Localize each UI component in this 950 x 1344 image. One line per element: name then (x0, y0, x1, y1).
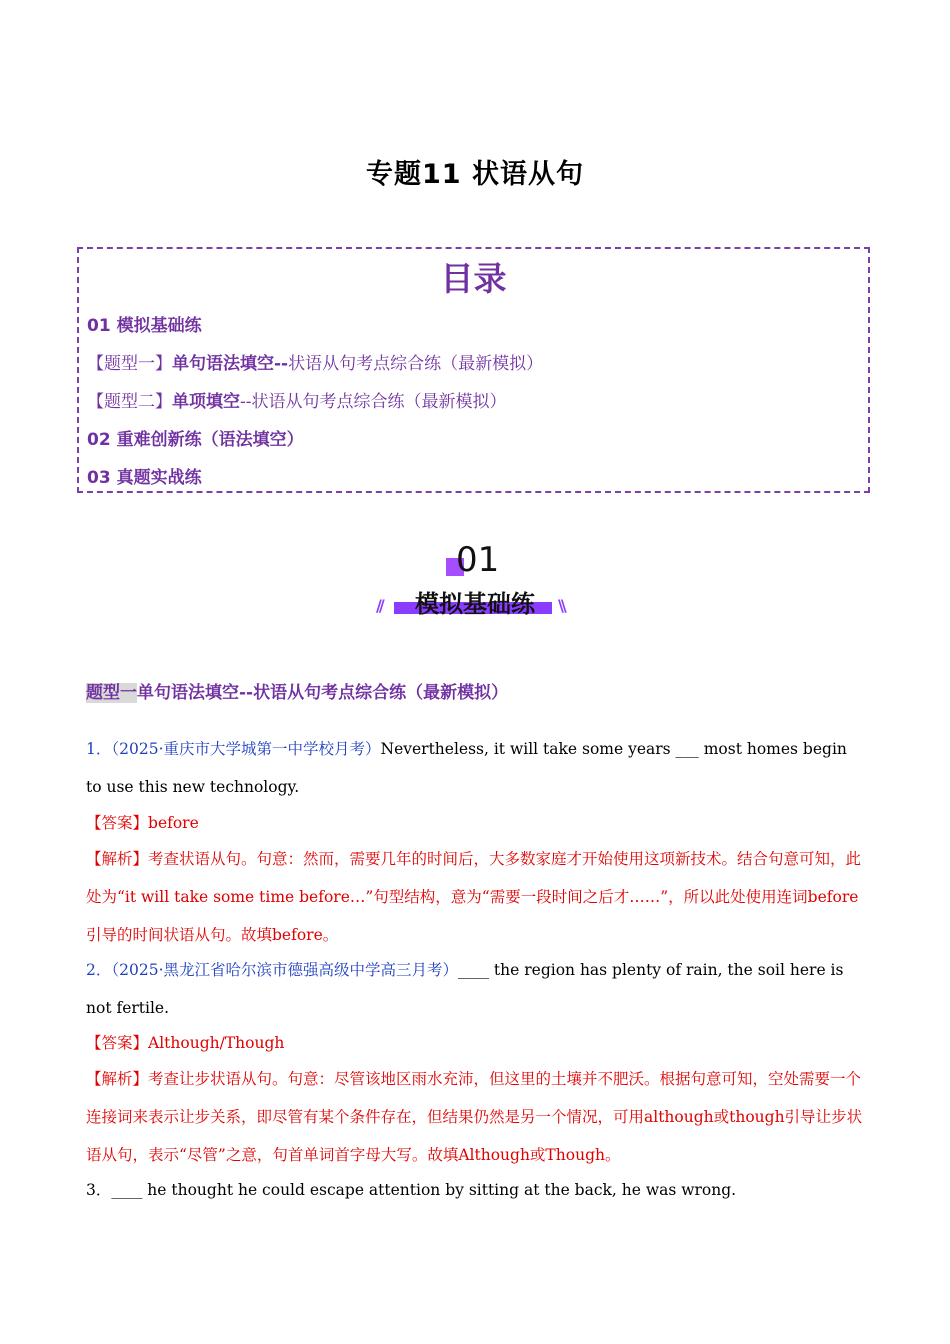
question-type-heading (86, 678, 508, 703)
analysis-text: 考查状语从句。句意：然而，需要几年的时间后，大多数家庭才开始使用这项新技术。结合句意可知，此处为“it will take some time before…”句型结构，意为“需要一段时间之后才……”，所以此处使用连词before引导的时间状语从句。故填before。 (86, 850, 862, 944)
toc-item-label: 02 重难创新练（语法填空） (87, 430, 304, 450)
type-title: 单句语法填空-- (137, 683, 254, 703)
type-subtitle: 状语从句考点综合练（最新模拟） (253, 683, 509, 703)
question-number: 1． (86, 740, 112, 758)
toc-heading: 目录 (440, 259, 507, 298)
question-text: ____ he thought he could escape attention by sitting at the back, he was wrong. (111, 1181, 737, 1199)
toc-item-real-exam[interactable] (87, 463, 202, 488)
answer-2 (86, 1024, 866, 1062)
toc-item-bracket: 【题型二】 (87, 392, 172, 412)
question-text: ____ the region has plenty of rain, the soil here is not fertile. (86, 961, 844, 1017)
toc-item-type-two[interactable] (87, 387, 507, 412)
analysis-2 (86, 1060, 866, 1174)
toc-item-label: 03 真题实战练 (87, 468, 202, 488)
question-number: 3． (86, 1181, 112, 1199)
answer-label: 【答案】 (86, 814, 149, 832)
toc-item-label: 单项填空 (172, 392, 240, 412)
analysis-1 (86, 840, 866, 954)
toc-item-label: 01 模拟基础练 (87, 316, 202, 336)
toc-item-sublabel: --状语从句考点综合练（最新模拟） (240, 392, 507, 412)
question-2 (86, 951, 866, 1027)
banner-title: 模拟基础练 (415, 590, 535, 618)
question-source: （2025·重庆市大学城第一中学校月考） (111, 740, 381, 758)
analysis-label: 【解析】 (86, 1070, 149, 1088)
section-banner (370, 540, 580, 620)
answer-value: Although/Though (148, 1034, 285, 1052)
question-3 (86, 1171, 866, 1209)
answer-label: 【答案】 (86, 1034, 149, 1052)
toc-item-difficult-innovation[interactable] (87, 425, 304, 450)
toc-item-type-one[interactable] (87, 349, 543, 374)
question-1 (86, 730, 866, 806)
page-title: 专题11 状语从句 (366, 159, 584, 190)
answer-1 (86, 804, 866, 842)
answer-value: before (148, 814, 199, 832)
toc-item-bracket: 【题型一】 (87, 354, 172, 374)
question-text: Nevertheless, it will take some years ___ most homes begin to use this new technology. (86, 740, 847, 796)
analysis-label: 【解析】 (86, 850, 149, 868)
type-highlight: 题型一 (86, 683, 137, 703)
banner-slash-left: // (376, 596, 382, 615)
table-of-contents (77, 247, 870, 493)
question-number: 2． (86, 961, 112, 979)
toc-item-mock-basic[interactable] (87, 311, 202, 336)
banner-number: 01 (456, 540, 500, 580)
banner-slash-right: \\ (558, 596, 564, 615)
toc-item-label: 单句语法填空-- (172, 354, 289, 374)
analysis-text: 考查让步状语从句。句意：尽管该地区雨水充沛，但这里的土壤并不肥沃。根据句意可知，空处需要一个连接词来表示让步关系，即尽管有某个条件存在，但结果仍然是另一个情况，可用although或though引导让步状语从句，表示“尽管”之意，句首单词首字母大写。故填Although或Though。 (86, 1070, 863, 1164)
toc-item-sublabel: 状语从句考点综合练（最新模拟） (288, 354, 544, 374)
question-source: （2025·黑龙江省哈尔滨市德强高级中学高三月考） (111, 961, 458, 979)
